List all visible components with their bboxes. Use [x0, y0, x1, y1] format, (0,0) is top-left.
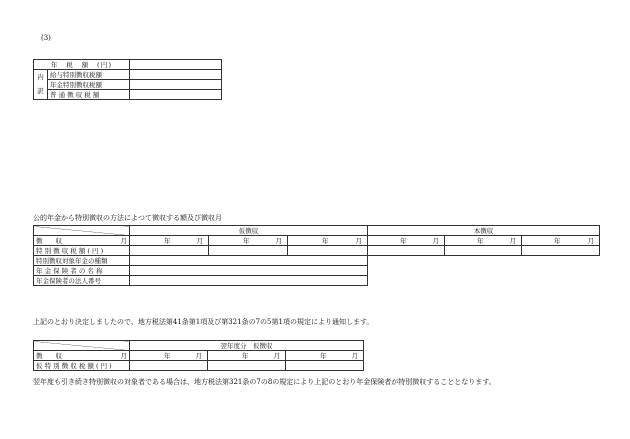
amount-cell — [208, 361, 286, 371]
month-cell — [209, 236, 288, 246]
year-unit: 年 — [164, 236, 171, 245]
provisional-collection-header: 仮徴収 — [130, 226, 368, 236]
amount-cell — [130, 361, 208, 371]
year-unit: 年 — [554, 236, 561, 245]
month-unit: 月 — [196, 236, 203, 245]
ordinary-collection-value — [130, 90, 222, 100]
next-year-provisional-header: 翌年度分 仮徴収 — [130, 341, 364, 351]
insurer-number-value — [130, 276, 368, 286]
month-unit: 月 — [195, 351, 202, 360]
salary-special-collection-value — [130, 70, 222, 80]
month-cell — [130, 351, 208, 361]
year-unit: 年 — [242, 351, 249, 360]
year-unit: 年 — [477, 236, 484, 245]
pension-type-value — [130, 256, 368, 266]
footer-text: 翌年度も引き続き特別徴収の対象者である場合は、地方税法第321条の7の8の規定により上記のとおり年金保険者が特別徴収することとなります。 — [33, 378, 496, 386]
next-year-header-diagonal — [34, 341, 130, 351]
annual-tax-value — [130, 60, 222, 70]
main-collection-header: 本徴収 — [368, 226, 600, 236]
month-cell — [522, 236, 600, 246]
blank-area — [368, 276, 600, 286]
next-year-month-label-right: 月 — [120, 351, 127, 360]
month-unit: 月 — [355, 236, 363, 245]
pension-section-title: 公的年金から特別徴収の方法によつて徴収する額及び徴収月 — [33, 214, 222, 222]
year-unit: 年 — [164, 351, 171, 360]
year-unit: 年 — [400, 236, 407, 245]
month-unit: 月 — [509, 236, 517, 245]
month-cell — [130, 236, 209, 246]
month-unit: 月 — [273, 351, 280, 360]
blank-area — [368, 266, 600, 276]
amount-cell — [288, 246, 368, 256]
month-unit: 月 — [432, 236, 440, 245]
annual-tax-header: 年 税 額 (円) — [34, 60, 130, 70]
annual-tax-table — [33, 59, 222, 100]
insurer-name-label: 年 金 保 険 者 の 名 称 — [34, 266, 130, 276]
pension-special-collection-value — [130, 80, 222, 90]
collection-month-label-left: 徴 収 — [36, 236, 62, 245]
year-unit: 年 — [320, 351, 327, 360]
pension-special-collection-label: 年金特別徴収税額 — [48, 80, 130, 90]
collection-month-label-right: 月 — [120, 236, 127, 245]
year-unit: 年 — [243, 236, 250, 245]
amount-cell — [286, 361, 364, 371]
section-label: (3) — [41, 34, 51, 42]
next-year-amount-label: 仮 特 別 徴 収 税 額 ( 円 ) — [34, 361, 130, 371]
month-cell — [368, 236, 445, 246]
month-cell — [286, 351, 364, 361]
insurer-name-value — [130, 266, 368, 276]
breakdown-label-char-1: 内 — [37, 73, 44, 81]
ordinary-collection-label: 普 通 徴 収 税 額 — [48, 90, 130, 100]
amount-cell — [522, 246, 600, 256]
month-cell — [208, 351, 286, 361]
collection-month-label — [34, 236, 130, 246]
breakdown-label — [34, 70, 48, 100]
pension-header-diagonal — [34, 226, 130, 236]
amount-cell — [130, 246, 209, 256]
insurer-number-label: 年金保険者の法人番号 — [34, 276, 130, 286]
month-unit: 月 — [351, 351, 358, 360]
next-year-provisional-table — [33, 340, 364, 371]
year-unit: 年 — [322, 236, 329, 245]
special-collection-amount-label: 特 別 徴 収 税 額 ( 円 ) — [34, 246, 130, 256]
amount-cell — [368, 246, 445, 256]
month-unit: 月 — [275, 236, 282, 245]
amount-cell — [445, 246, 522, 256]
breakdown-label-char-2: 訳 — [37, 87, 44, 95]
notice-text: 上記のとおり決定しましたので、地方税法第41条第1項及び第321条の7の5第1項の規定により通知します。 — [33, 318, 374, 326]
next-year-month-label-left: 徴 収 — [36, 351, 62, 360]
month-cell — [288, 236, 368, 246]
salary-special-collection-label: 給与特別徴収税額 — [48, 70, 130, 80]
blank-area — [368, 256, 600, 266]
pension-collection-table — [33, 225, 600, 286]
month-cell — [445, 236, 522, 246]
month-unit: 月 — [587, 236, 595, 245]
amount-cell — [209, 246, 288, 256]
pension-type-label: 特別徴収対象年金の種類 — [34, 256, 130, 266]
next-year-month-label — [34, 351, 130, 361]
